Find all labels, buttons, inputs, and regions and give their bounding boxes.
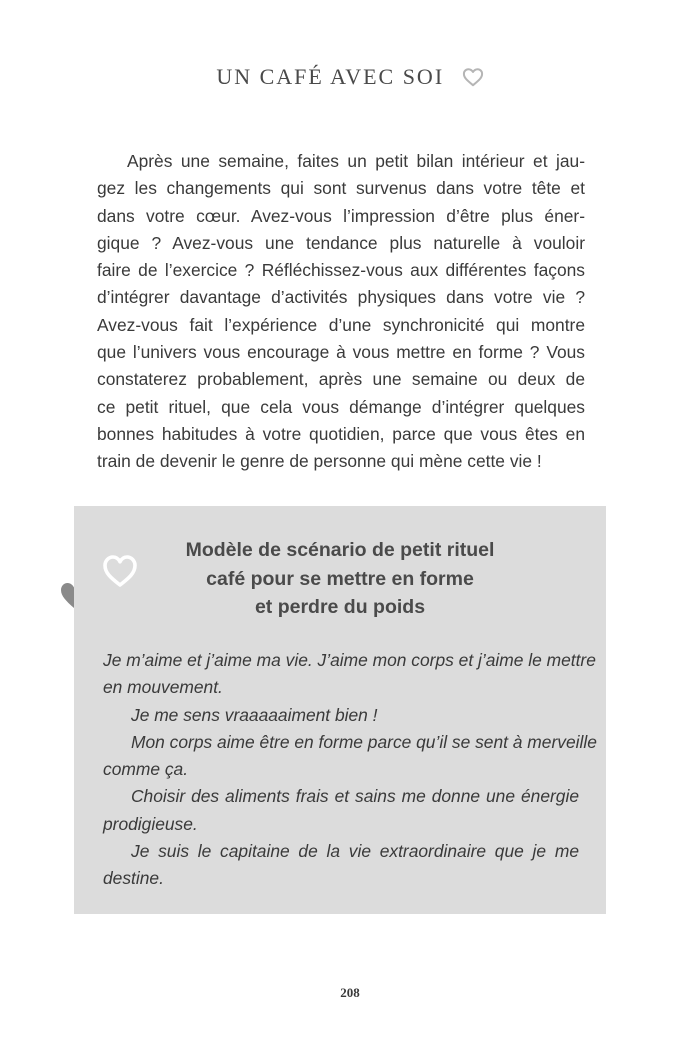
body-line: train de devenir le genre de personne qui mène cette vie ! <box>97 451 542 472</box>
script-line: prodigieuse. <box>103 813 198 834</box>
script-line: destine. <box>103 868 164 889</box>
ritual-script-box <box>74 506 606 914</box>
running-head <box>0 62 700 90</box>
page-number: 208 <box>340 985 360 1000</box>
running-head-title: UN CAFÉ AVEC SOI <box>216 63 445 89</box>
script-line: Mon corps aime être en forme parce qu’il se sent à merveille <box>131 731 597 752</box>
script-line: Je suis le capitaine de la vie extraordinaire que je me <box>131 841 579 862</box>
body-paragraph <box>97 148 585 476</box>
box-title-line: et perdre du poids <box>254 596 426 618</box>
heart-outline-icon <box>462 67 484 87</box>
body-line: dans votre cœur. Avez-vous l’impression d’être plus éner- <box>97 205 585 226</box>
body-line: que l’univers vous encourage à vous mettre en forme ? Vous <box>97 342 585 363</box>
body-line: constaterez probablement, après une semaine ou deux de <box>97 369 585 390</box>
box-title <box>74 536 606 622</box>
box-title-line: Modèle de scénario de petit rituel <box>185 539 495 561</box>
script-line: comme ça. <box>103 759 189 780</box>
affirmation-script <box>103 647 597 893</box>
body-line: gez les changements qui sont survenus dans votre tête et <box>97 178 585 199</box>
body-line: d’intégrer davantage d’activités physiques dans votre vie ? <box>97 287 585 308</box>
body-line: gique ? Avez-vous une tendance plus naturelle à vouloir <box>97 232 585 253</box>
body-line: faire de l’exercice ? Réfléchissez-vous aux différentes façons <box>97 260 585 281</box>
script-line: Choisir des aliments frais et sains me donne une énergie <box>131 786 579 807</box>
body-line: ce petit rituel, que cela vous démange d’intégrer quelques <box>97 396 585 417</box>
script-line: Je me sens vraaaaaiment bien ! <box>131 704 378 725</box>
body-line: Après une semaine, faites un petit bilan intérieur et jau- <box>127 151 585 171</box>
script-line: Je m’aime et j’aime ma vie. J’aime mon corps et j’aime le mettre <box>103 650 596 670</box>
script-line: en mouvement. <box>103 677 223 698</box>
box-title-line: café pour se mettre en forme <box>206 567 474 590</box>
body-line: Avez-vous fait l’expérience d’une synchronicité qui montre <box>97 314 585 335</box>
body-line: bonnes habitudes à votre quotidien, parce que vous êtes en <box>97 423 585 444</box>
